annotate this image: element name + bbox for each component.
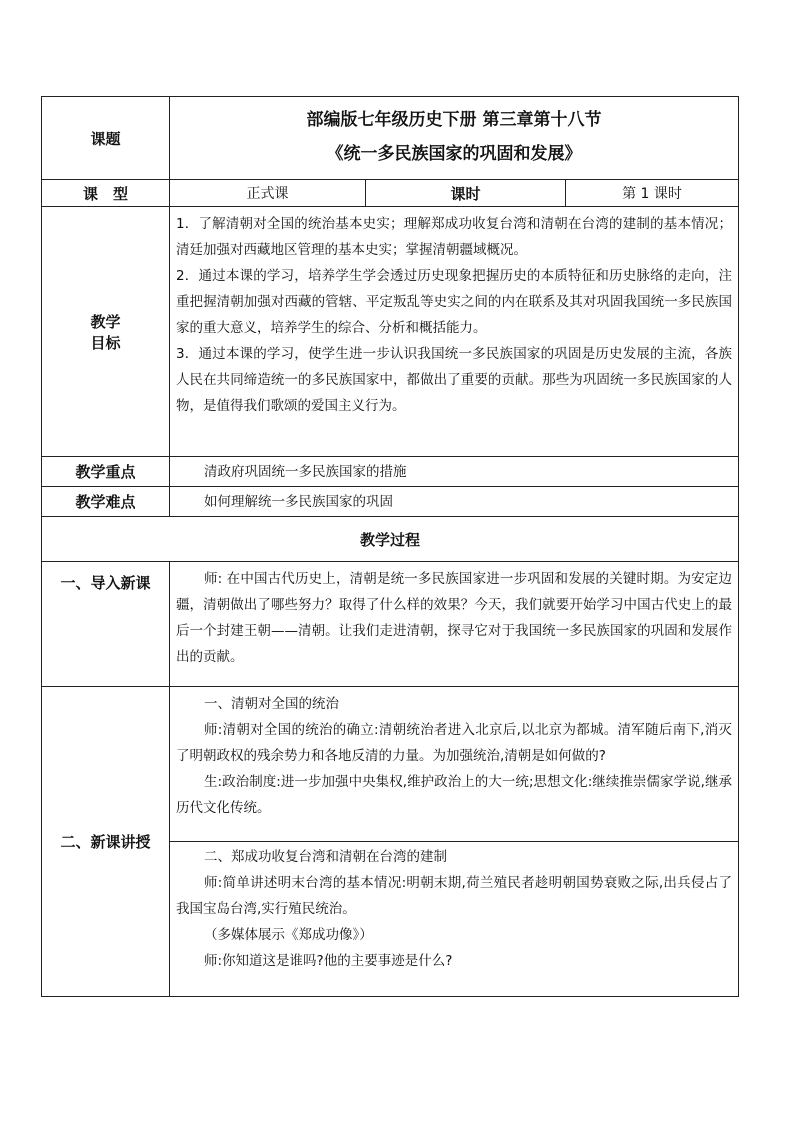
- title-line-1: 部编版七年级历史下册 第三章第十八节: [306, 110, 602, 130]
- key-points-value: [170, 457, 739, 487]
- objectives-label-line-2: 目标: [90, 333, 121, 352]
- intro-row: [42, 562, 739, 687]
- info-row: [42, 180, 739, 207]
- process-title-row: [42, 517, 739, 562]
- key-points-text: 清政府巩固统一多民族国家的措施: [204, 463, 407, 480]
- course-label: 课题: [42, 97, 170, 180]
- part2-heading: 二、郑成功收复台湾和清朝在台湾的建制: [204, 849, 447, 865]
- new-lesson-part-2: [170, 842, 739, 997]
- part1-p2: 生:政治制度:进一步加强中央集权,维护政治上的大一统;思想文化:继续推崇儒家学说,继承历代文化传统。: [176, 774, 732, 816]
- difficulties-text: 如何理解统一多民族国家的巩固: [204, 493, 393, 510]
- process-title: 教学过程: [42, 517, 739, 562]
- new-lesson-label: 二、新课讲授: [42, 687, 170, 997]
- objective-1: 1．了解清朝对全国的统治基本史实；理解郑成功收复台湾和清朝在台湾的建制的基本情况；清廷加强对西藏地区管理的基本史实；掌握清朝疆域概况。: [176, 216, 732, 258]
- difficulties-label: 教学难点: [42, 487, 170, 517]
- key-points-label: 教学重点: [42, 457, 170, 487]
- difficulties-row: [42, 487, 739, 517]
- new-lesson-row-1: [42, 687, 739, 842]
- intro-text: 师: 在中国古代历史上，清朝是统一多民族国家进一步巩固和发展的关键时期。为安定边疆，清朝做出了哪些努力？取得了什么样的效果？今天，我们就要开始学习中国古代史上的最后一个封建王朝——清朝。让我们走进清朝，探寻它对于我国统一多民族国家的巩固和发展作出的贡献。: [176, 571, 732, 665]
- lesson-plan-table: [41, 96, 739, 997]
- hours-label: 课时: [366, 180, 566, 207]
- objective-2: 2．通过本课的学习，培养学生学会透过历史现象把握历史的本质特征和历史脉络的走向，注重把握清朝加强对西藏的管辖、平定叛乱等史实之间的内在联系及其对巩固我国统一多民族国家的重大意义，培养学生的综合、分析和概括能力。: [176, 268, 732, 336]
- course-title: [170, 97, 739, 180]
- intro-content: [170, 562, 739, 687]
- new-lesson-part-1: [170, 687, 739, 842]
- intro-label: 一、导入新课: [42, 562, 170, 687]
- objectives-label-line-1: 教学: [90, 312, 121, 331]
- header-row: [42, 97, 739, 180]
- type-value: 正式课: [170, 180, 366, 207]
- key-points-row: [42, 457, 739, 487]
- part2-p3: 师:你知道这是谁吗?他的主要事迹是什么?: [204, 953, 453, 969]
- part2-p2: （多媒体展示《郑成功像》）: [204, 927, 373, 943]
- objectives-content: [170, 207, 739, 457]
- objectives-label: [42, 207, 170, 457]
- part1-p1: 师:清朝对全国的统治的确立:清朝统治者进入北京后,以北京为都城。清军随后南下,消灭了明朝政权的残余势力和各地反清的力量。为加强统治,清朝是如何做的?: [176, 722, 732, 764]
- type-label: 课 型: [42, 180, 170, 207]
- part2-p1: 师:简单讲述明末台湾的基本情况:明朝末期,荷兰殖民者趁明朝国势衰败之际,出兵侵占了我国宝岛台湾,实行殖民统治。: [176, 875, 732, 917]
- objective-3: 3．通过本课的学习，使学生进一步认识我国统一多民族国家的巩固是历史发展的主流，各族人民在共同缔造统一的多民族国家中，都做出了重要的贡献。那些为巩固统一多民族国家的人物，是值得我们歌颂的爱国主义行为。: [176, 346, 732, 414]
- objectives-row: [42, 207, 739, 457]
- part1-heading: 一、清朝对全国的统治: [204, 696, 339, 712]
- hours-value: 第 1 课时: [566, 180, 739, 207]
- title-line-2: 《统一多民族国家的巩固和发展》: [326, 144, 582, 164]
- difficulties-value: [170, 487, 739, 517]
